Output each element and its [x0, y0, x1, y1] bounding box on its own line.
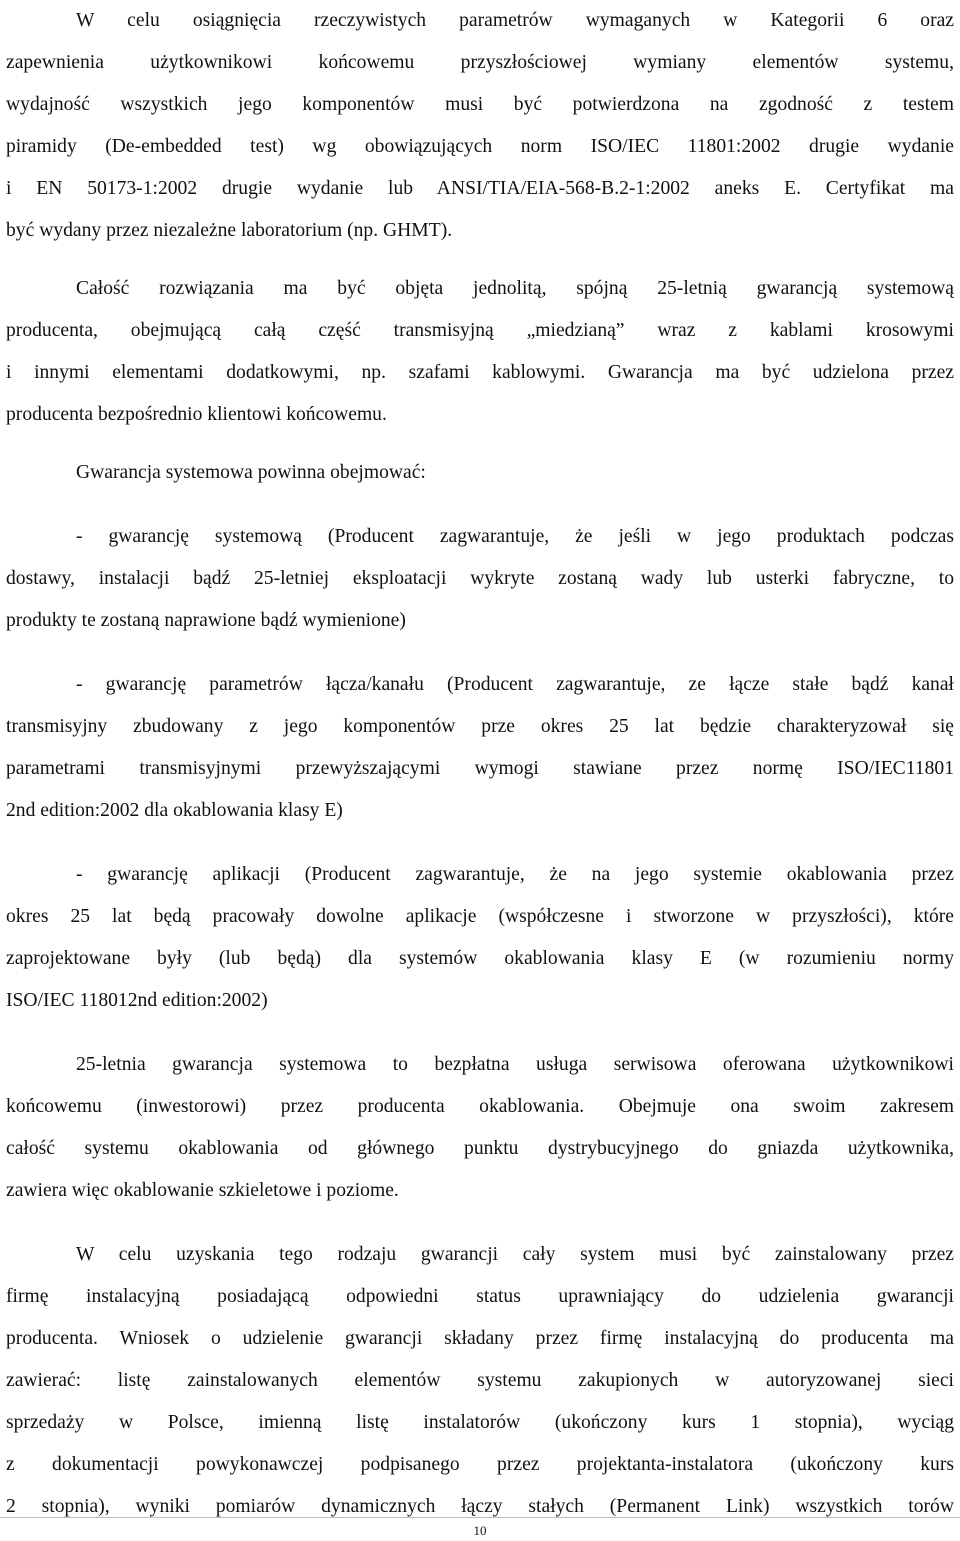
text-line: z dokumentacji powykonawczej podpisanego przez projektanta-instalatora (ukończony kurs — [6, 1454, 954, 1475]
page-number: 10 — [473, 1523, 487, 1538]
text-line: 2 stopnia), wyniki pomiarów dynamicznych łączy stałych (Permanent Link) wszystkich torów — [6, 1496, 954, 1517]
text-line: i innymi elementami dodatkowymi, np. szafami kablowymi. Gwarancja ma być udzielona przez — [6, 362, 954, 383]
list-item-link-warranty — [6, 664, 954, 832]
text-line: sprzedaży w Polsce, imienną listę instalatorów (ukończony kurs 1 stopnia), wyciąg — [6, 1412, 954, 1433]
text-line: - gwarancję parametrów łącza/kanału (Producent zagwarantuje, ze łącze stałe bądź kanał — [76, 674, 954, 695]
text-line: 2nd edition:2002 dla okablowania klasy E) — [6, 800, 343, 821]
paragraph-warranty-heading — [6, 452, 954, 494]
footer-divider — [0, 1517, 960, 1518]
document-page — [6, 0, 954, 1528]
text-line: i EN 50173-1:2002 drugie wydanie lub ANSI/TIA/EIA-568-B.2-1:2002 aneks E. Certyfikat ma — [6, 178, 954, 199]
text-line: piramidy (De-embedded test) wg obowiązujących norm ISO/IEC 11801:2002 drugie wydanie — [6, 136, 954, 157]
list-item-system-warranty — [6, 516, 954, 642]
text-line: parametrami transmisyjnymi przewyższającymi wymogi stawiane przez normę ISO/IEC11801 — [6, 758, 954, 779]
text-line: W celu osiągnięcia rzeczywistych parametrów wymaganych w Kategorii 6 oraz — [76, 10, 954, 31]
text-line: zapewnienia użytkownikowi końcowemu przyszłościowej wymiany elementów systemu, — [6, 52, 954, 73]
text-line: wydajność wszystkich jego komponentów musi być potwierdzona na zgodność z testem — [6, 94, 954, 115]
text-line: zawiera więc okablowanie szkieletowe i poziome. — [6, 1180, 399, 1201]
text-line: produkty te zostaną naprawione bądź wymienione) — [6, 610, 406, 631]
list-item-application-warranty — [6, 854, 954, 1022]
paragraph-warranty-scope — [6, 268, 954, 436]
text-line: końcowemu (inwestorowi) przez producenta okablowania. Obejmuje ona swoim zakresem — [6, 1096, 954, 1117]
paragraph-installer-requirements — [6, 1234, 954, 1528]
text-line: Gwarancja systemowa powinna obejmować: — [76, 462, 426, 483]
text-line: Całość rozwiązania ma być objęta jednolitą, spójną 25-letnią gwarancją systemową — [76, 278, 954, 299]
text-line: firmę instalacyjną posiadającą odpowiedni status uprawniający do udzielenia gwarancji — [6, 1286, 954, 1307]
text-line: - gwarancję systemową (Producent zagwarantuje, że jeśli w jego produktach podczas — [76, 526, 954, 547]
text-line: transmisyjny zbudowany z jego komponentów prze okres 25 lat będzie charakteryzował się — [6, 716, 954, 737]
paragraph-free-service — [6, 1044, 954, 1212]
text-line: producenta bezpośrednio klientowi końcowemu. — [6, 404, 387, 425]
text-line: - gwarancję aplikacji (Producent zagwarantuje, że na jego systemie okablowania przez — [76, 864, 954, 885]
text-line: zaprojektowane były (lub będą) dla systemów okablowania klasy E (w rozumieniu normy — [6, 948, 954, 969]
text-line: ISO/IEC 118012nd edition:2002) — [6, 990, 268, 1011]
paragraph-certification — [6, 0, 954, 252]
text-line: być wydany przez niezależne laboratorium (np. GHMT). — [6, 220, 453, 241]
text-line: okres 25 lat będą pracowały dowolne aplikacje (współczesne i stworzone w przyszłości), które — [6, 906, 954, 927]
text-line: dostawy, instalacji bądź 25-letniej eksploatacji wykryte zostaną wady lub usterki fabryczne, to — [6, 568, 954, 589]
text-line: 25-letnia gwarancja systemowa to bezpłatna usługa serwisowa oferowana użytkownikowi — [76, 1054, 954, 1075]
text-line: producenta. Wniosek o udzielenie gwarancji składany przez firmę instalacyjną do producenta ma — [6, 1328, 954, 1349]
text-line: zawierać: listę zainstalowanych elementów systemu zakupionych w autoryzowanej sieci — [6, 1370, 954, 1391]
text-line: całość systemu okablowania od głównego punktu dystrybucyjnego do gniazda użytkownika, — [6, 1138, 954, 1159]
text-line: producenta, obejmującą całą część transmisyjną „miedzianą” wraz z kablami krosowymi — [6, 320, 954, 341]
text-line: W celu uzyskania tego rodzaju gwarancji cały system musi być zainstalowany przez — [76, 1244, 954, 1265]
